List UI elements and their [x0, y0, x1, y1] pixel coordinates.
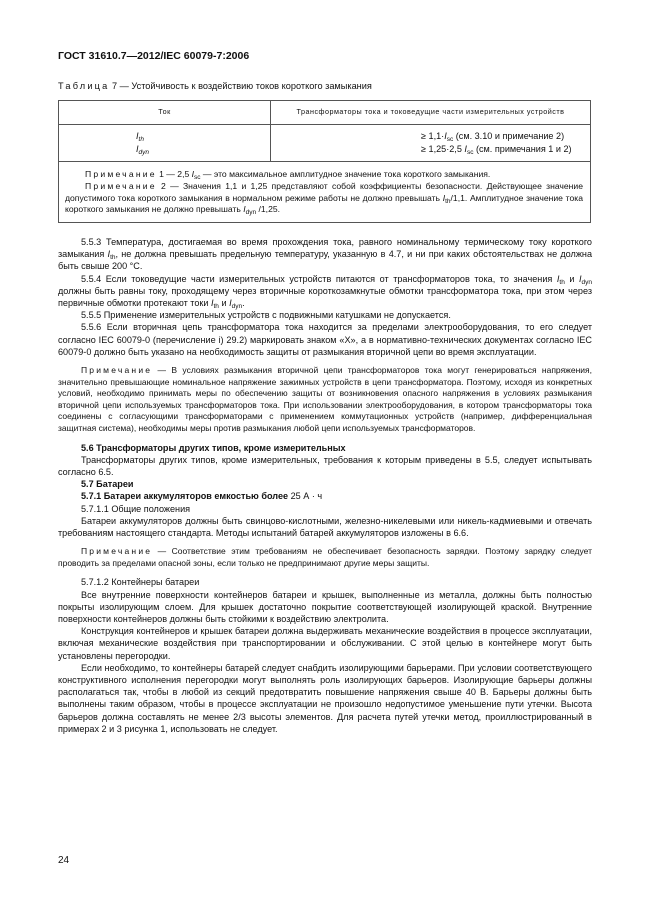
document-body	[58, 236, 592, 735]
heading-5-6: 5.6 Трансформаторы других типов, кроме измерительных	[81, 442, 346, 453]
paragraph-5-5-6: 5.5.6 Если вторичная цепь трансформатора тока находится за пределами электрооборудования, то его следует согласно IEC 60079-0 (перечисление i) 29.2) маркировать знаком «X», а в нормативно-технических документах согласно IEC 60079-0 должно быть указано на необходимость защиты от размыкания вторичной цепи во время эксплуатации.	[58, 322, 592, 357]
paragraph-5-5-4: 5.5.4 Если токоведущие части измерительных устройств питаются от трансформаторов тока, то значения $I_{th}$ и $I_{dyn}$ должны быть равны току, проходящему через вторичные короткозамкнутые обмотки трансформатора тока, при этом через первичные обмотки протекают токи $I_{th}$ и $I_{dyn}$.	[58, 273, 592, 311]
value-ith: ≥ $1,1\cdot I_{sc}$ (см. 3.10 и примечание 2)	[421, 130, 565, 143]
paragraph-5-5-3: 5.5.3 Температура, достигаемая во время прохождения тока, равного номинальному термическому току короткого замыкания $I_{th}$, не должна превышать предельную температуру, указанную в 4.7, и ни при каких обстоятельствах не должна быть свыше 200 °С.	[58, 237, 593, 272]
table-caption	[58, 80, 372, 92]
table-caption-label: Таблица	[58, 81, 110, 91]
paragraph-5-6: Трансформаторы других типов, кроме измерительных, требования к которым приведены в 5.5, следует испытывать согласно 6.5.	[58, 454, 592, 477]
symbol-ith: $I_{th}$	[136, 130, 144, 143]
table-note-1: Примечание 1 — 2,5 $I_{sc}$ — это максимальное амплитудное значение тока короткого замыкания.	[85, 169, 491, 181]
table-notes	[59, 162, 591, 223]
note-secondary-circuit: Примечание — В условиях размыкания вторичной цепи трансформаторов тока могут генерироваться напряжения, значительно превышающие номинальное напряжение зажимных устройств в цепи трансформатора. Поэтому, исходя из конкретных условий, необходимо принимать меры по обеспечению защиты от возникновения опасного напряжения в условиях размыкания вторичной цепи используемых трансформаторов тока. При использовании электрооборудования, в котором трансформаторы тока соединены с согласующими трансформаторами с применением коммутационных устройств (например, дифференциальная защитная система), необходимы меры против размыкания любой цепи используемых трансформаторов.	[58, 365, 592, 433]
heading-5-7: 5.7 Батареи	[81, 479, 134, 490]
heading-5-7-1: 5.7.1 Батареи аккумуляторов емкостью более 25 А · ч	[81, 491, 323, 502]
paragraph-5-7-1-2-c: Если необходимо, то контейнеры батарей следует снабдить изолирующими барьерами. При условии соответствующего конструктивного исполнения перегородки могут выполнять роль изолирующих барьеров. Изолирующие барьеры должны располагаться так, чтобы в любой из секций предотвратить повышение напряжения свыше 40 В. Барьеры должны быть выполнены таким образом, чтобы в процессе эксплуатации не произошло недопустимое уменьшение пути утечки. Высота барьеров должна составлять не менее 2/3 высоты элементов. Для расчета путей утечки метод, проиллюстрированный в примерах 2 и 3 рисунка 1, использовать не следует.	[58, 662, 592, 734]
table-header-transformers: Трансформаторы тока и токоведущие части измерительных устройств	[271, 101, 591, 125]
paragraph-5-7-1-1: Батареи аккумуляторов должны быть свинцово-кислотными, железно-никелевыми или никель-кадмиевыми и отвечать требованиям настоящего стандарта. Методы испытаний батарей аккумуляторов изложены в 6.6.	[58, 515, 592, 539]
table-note-2: Примечание 2 — Значения 1,1 и 1,25 представляют собой коэффициенты безопасности. Действующее значение допустимого тока короткого замыкания в нормальном режиме работы не должно превышать $I_{th}/1,1$. Амплитудное значение тока короткого замыкания не должно превышать $I_{dyn}$ /1,25.	[65, 180, 584, 217]
value-idyn: ≥ 1,25·2,5 $I_{sc}$ (см. примечания 1 и 2)	[421, 144, 572, 156]
note-charging: Примечание — Соответствие этим требованиям не обеспечивает безопасность зарядки. Поэтому зарядку следует проводить за пределами опасной зоны, если только не предпринимают другие меры защиты.	[58, 546, 592, 568]
heading-5-7-1-2: 5.7.1.2 Контейнеры батареи	[81, 577, 200, 588]
paragraph-5-5-5: 5.5.5 Применение измерительных устройств с подвижными катушками не допускается.	[81, 310, 451, 321]
document-header: ГОСТ 31610.7—2012/IEC 60079-7:2006	[58, 50, 250, 62]
paragraph-5-7-1-2-a: Все внутренние поверхности контейнеров батареи и крышек, выполненные из металла, должны быть полностью покрыты изолирующим слоем. Для крышек достаточно покрытие соответствующей изолирующей краской. Внутренние поверхности контейнеров должны быть стойкими к воздействию электролита.	[58, 589, 592, 625]
table-cell-symbols	[59, 125, 271, 162]
paragraph-5-7-1-2-b: Конструкция контейнеров и крышек батареи должна выдерживать механические воздействия в процессе эксплуатации, включая механические воздействия при транспортировании и обслуживании. С этой целью в контейнере могут быть установлены перегородки.	[58, 626, 592, 661]
table-caption-text: 7 — Устойчивость к воздействию токов короткого замыкания	[109, 81, 372, 91]
table-header-current: Ток	[59, 101, 271, 125]
symbol-idyn: $I_{dyn}$	[136, 144, 150, 156]
heading-5-7-1-1: 5.7.1.1 Общие положения	[81, 503, 191, 514]
short-circuit-table	[58, 100, 591, 223]
table-cell-values	[271, 125, 591, 162]
page-number: 24	[58, 855, 70, 866]
